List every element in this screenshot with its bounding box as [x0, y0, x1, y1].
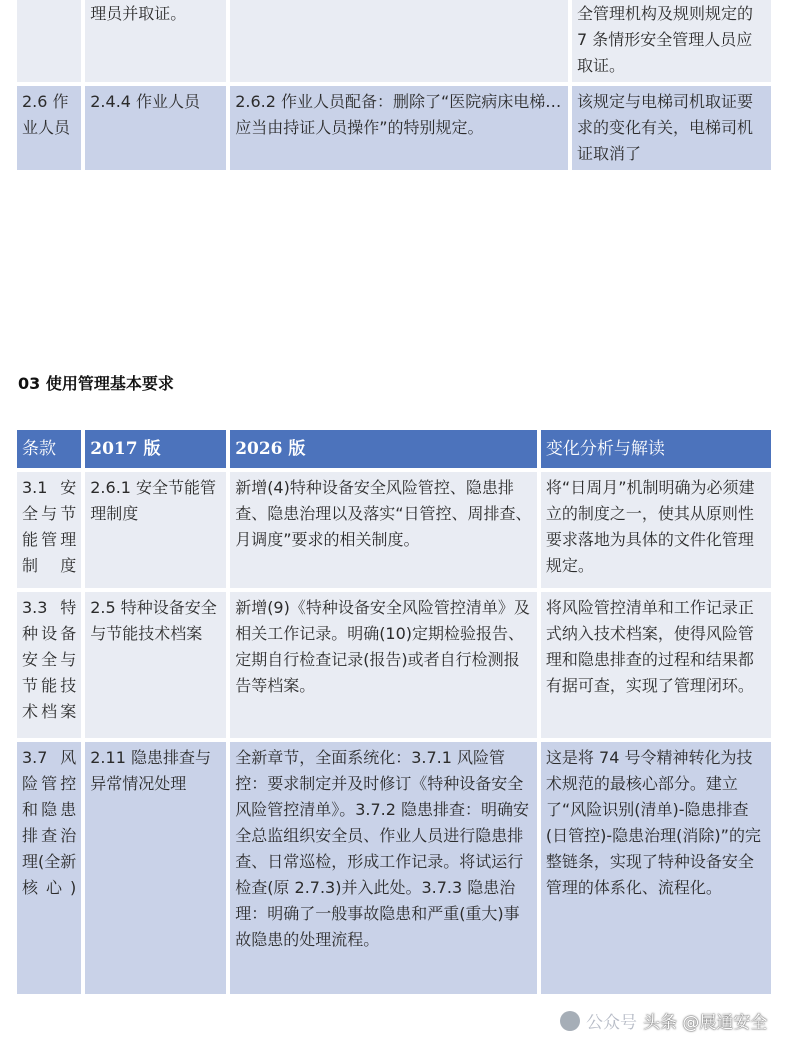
- section-title: 03 使用管理基本要求: [18, 374, 174, 393]
- cell-2017: 2.4.4 作业人员: [85, 86, 226, 170]
- cell-analysis: 全管理机构及规则规定的 7 条情形安全管理人员应取证。: [572, 0, 771, 82]
- table-header-row: [17, 430, 771, 468]
- watermark-source: 头条 @展通安全: [643, 1013, 768, 1033]
- cell-2026: 新增(9)《特种设备安全风险管控清单》及相关工作记录。明确(10)定期检验报告、定期自行检查记录(报告)或者自行检测报告等档案。: [230, 592, 537, 738]
- cell-2017: 2.5 特种设备安全与节能技术档案: [85, 592, 226, 738]
- cell-clause: 2.6 作业人员: [17, 86, 81, 170]
- header-clause: 条款: [17, 430, 81, 468]
- cell-clause: 3.7 风险管控和隐患排查治理(全新核心): [17, 742, 81, 994]
- table-row: [17, 742, 771, 994]
- cell-analysis: 将“日周月”机制明确为必须建立的制度之一，使其从原则性要求落地为具体的文件化管理规定。: [541, 472, 771, 588]
- cell-2026: 全新章节，全面系统化：3.7.1 风险管控：要求制定并及时修订《特种设备安全风险管控清单》。3.7.2 隐患排查：明确安全总监组织安全员、作业人员进行隐患排查、日常巡检，形成工作记录。将试运行检查(原 2.7.3)并入此处。3.7.3 隐患治理：明确了一般事故隐患和严重(重大)事故隐患的处理流程。: [230, 742, 537, 994]
- cell-analysis: 将风险管控清单和工作记录正式纳入技术档案，使得风险管理和隐患排查的过程和结果都有据可查，实现了管理闭环。: [541, 592, 771, 738]
- wechat-icon: [560, 1011, 580, 1031]
- cell-2026: 新增(4)特种设备安全风险管控、隐患排查、隐患治理以及落实“日管控、周排查、月调度”要求的相关制度。: [230, 472, 537, 588]
- cell-2017: 理员并取证。: [85, 0, 226, 82]
- top-table-continued: [13, 0, 775, 174]
- cell-2026: 2.6.2 作业人员配备：删除了“医院病床电梯…应当由持证人员操作”的特别规定。: [230, 86, 568, 170]
- table-row: [17, 0, 771, 82]
- cell-2017: 2.6.1 安全节能管理制度: [85, 472, 226, 588]
- table-row: [17, 86, 771, 170]
- table-row: [17, 592, 771, 738]
- table-row: [17, 472, 771, 588]
- cell-clause: [17, 0, 81, 82]
- watermark: [560, 1008, 767, 1033]
- header-analysis: 变化分析与解读: [541, 430, 771, 468]
- cell-clause: 3.3 特种设备安全与节能技术档案: [17, 592, 81, 738]
- cell-analysis: 这是将 74 号令精神转化为技术规范的最核心部分。建立了“风险识别(清单)-隐患排查(日管控)-隐患治理(消除)”的完整链条，实现了特种设备安全管理的体系化、流程化。: [541, 742, 771, 994]
- header-2026: 2026 版: [230, 430, 537, 468]
- watermark-platform: 公众号: [586, 1013, 637, 1033]
- usage-requirements-table: [13, 426, 775, 998]
- cell-clause: 3.1 安全与节能管理制度: [17, 472, 81, 588]
- cell-2017: 2.11 隐患排查与异常情况处理: [85, 742, 226, 994]
- cell-analysis: 该规定与电梯司机取证要求的变化有关，电梯司机证取消了: [572, 86, 771, 170]
- header-2017: 2017 版: [85, 430, 226, 468]
- cell-2026: [230, 0, 568, 82]
